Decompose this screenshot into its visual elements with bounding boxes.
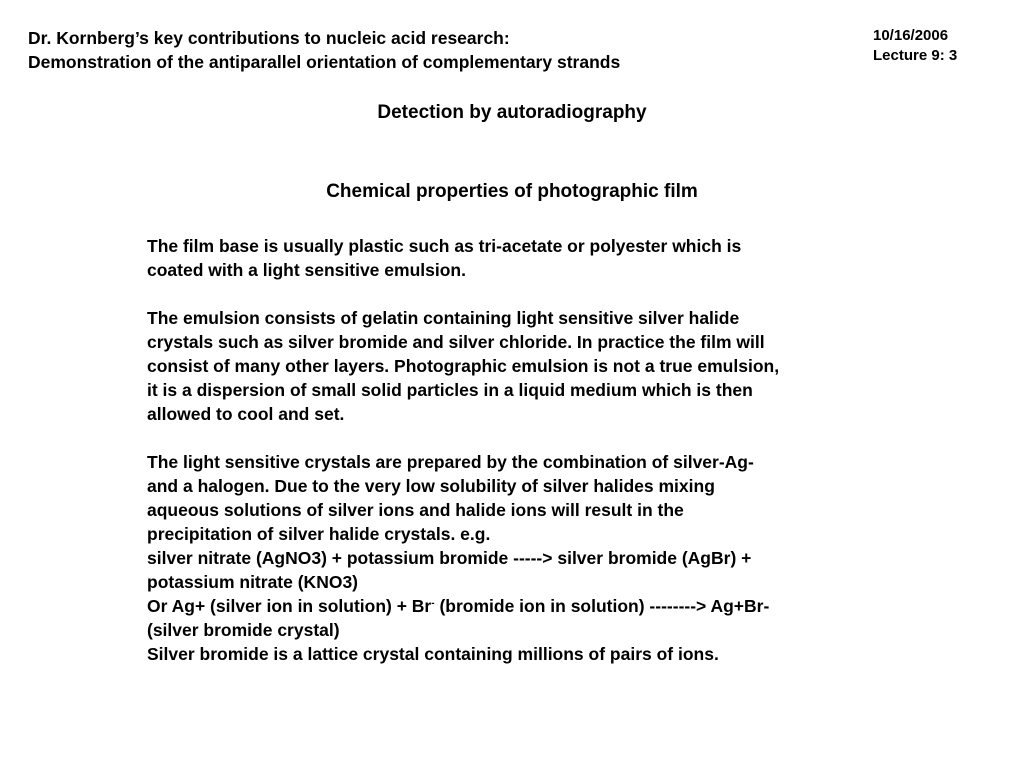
text-line: and a halogen. Due to the very low solubility of silver halides mixing <box>147 476 715 496</box>
text-line: (silver bromide crystal) <box>147 620 340 640</box>
equation-after: (bromide ion in solution) --------> Ag+Br- <box>434 596 770 616</box>
text-line: The emulsion consists of gelatin containing light sensitive silver halide <box>147 308 740 328</box>
text-line: consist of many other layers. Photographic emulsion is not a true emulsion, <box>147 356 780 376</box>
paragraph-film-base <box>147 234 887 282</box>
bromide-charge: - <box>431 598 435 609</box>
text-line: allowed to cool and set. <box>147 404 345 424</box>
paragraph-crystals <box>147 450 887 666</box>
heading-detection: Detection by autoradiography <box>377 102 647 123</box>
text-line: silver nitrate (AgNO3) + potassium bromide -----> silver bromide (AgBr) + <box>147 548 752 568</box>
text-line: The film base is usually plastic such as tri-acetate or polyester which is <box>147 236 742 256</box>
text-line: it is a dispersion of small solid particles in a liquid medium which is then <box>147 380 753 400</box>
heading-chemical-properties: Chemical properties of photographic film <box>326 181 698 202</box>
slide-title-line-1: Dr. Kornberg’s key contributions to nucleic acid research: <box>28 28 510 48</box>
text-line: precipitation of silver halide crystals. e.g. <box>147 524 491 544</box>
body-text <box>147 234 887 666</box>
slide-title <box>28 26 828 74</box>
closing-line: Silver bromide is a lattice crystal containing millions of pairs of ions. <box>147 644 719 664</box>
slide-title-line-2: Demonstration of the antiparallel orientation of complementary strands <box>28 52 621 72</box>
slide-meta <box>873 26 957 66</box>
equation-before: Or Ag+ (silver ion in solution) + Br <box>147 596 432 616</box>
lecture-number: Lecture 9: 3 <box>873 47 958 64</box>
equation-line <box>147 594 887 618</box>
text-line: coated with a light sensitive emulsion. <box>147 260 466 280</box>
text-line: potassium nitrate (KNO3) <box>147 572 358 592</box>
text-line: The light sensitive crystals are prepared by the combination of silver-Ag- <box>147 452 754 472</box>
slide-date: 10/16/2006 <box>873 27 949 44</box>
text-line: crystals such as silver bromide and silver chloride. In practice the film will <box>147 332 765 352</box>
paragraph-emulsion <box>147 306 887 426</box>
text-line: aqueous solutions of silver ions and halide ions will result in the <box>147 500 684 520</box>
